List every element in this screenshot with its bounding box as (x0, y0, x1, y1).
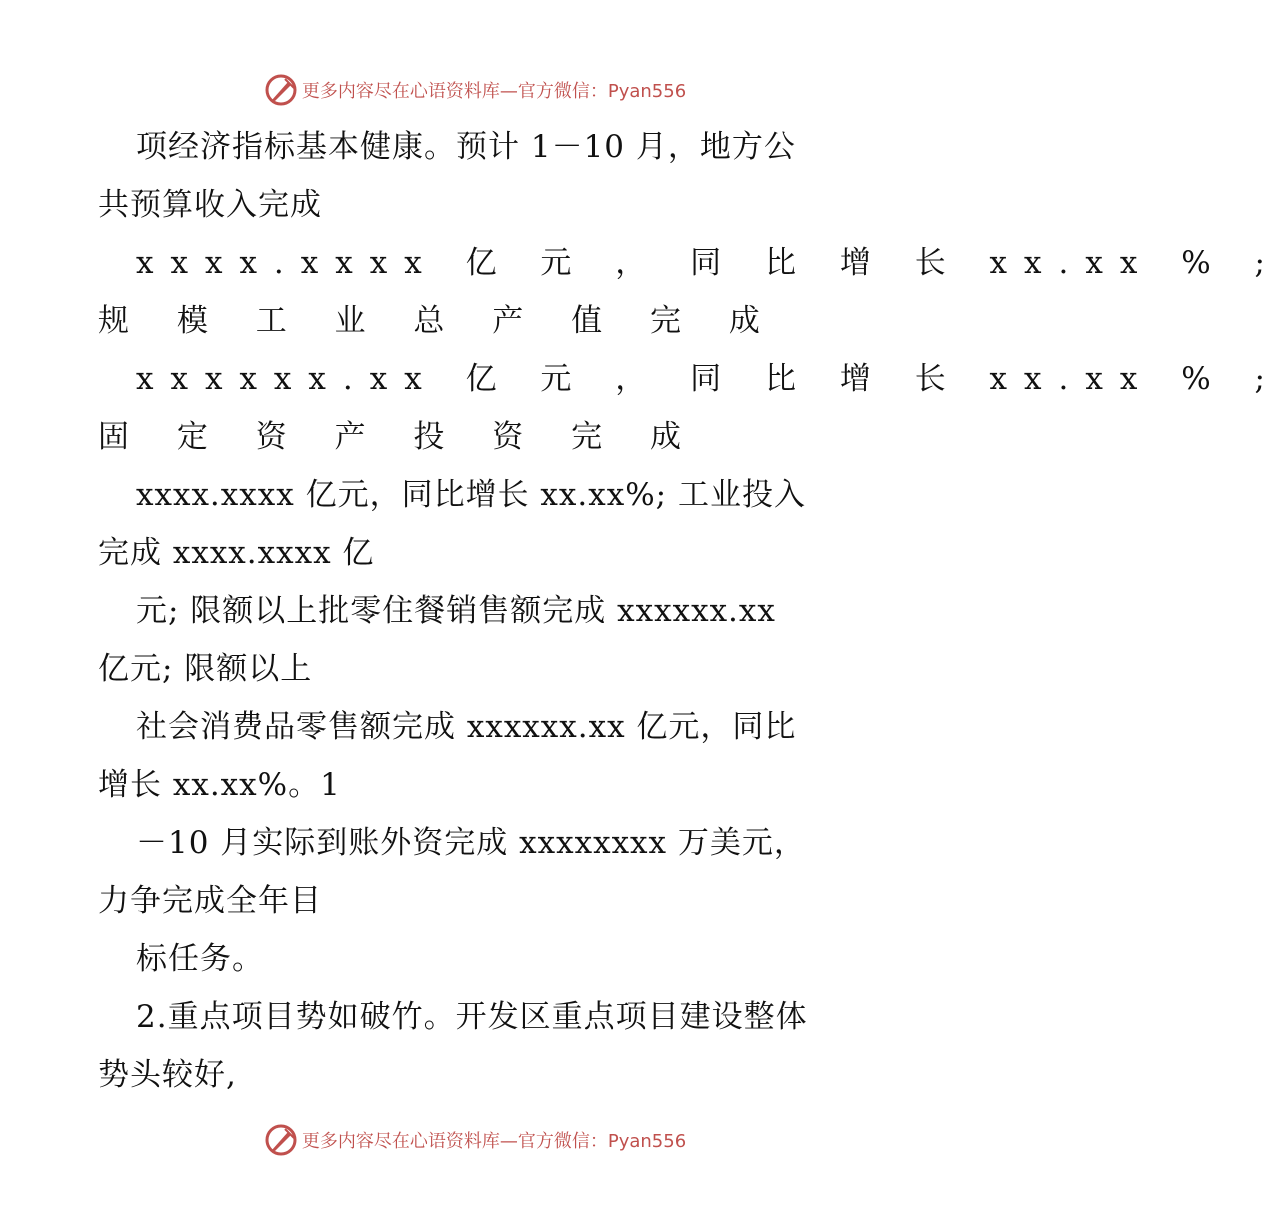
text-line: 亿元; 限额以上 (98, 651, 313, 687)
text-line: xxxx.xxxx 亿元，同比增长 xx.xx%; 工业投入 (136, 477, 806, 513)
text-line: 固 定 资 产 投 资 完 成 (98, 419, 700, 455)
quill-pen-circle-icon (264, 1123, 298, 1157)
text-line: 增长 xx.xx%。1 (98, 767, 341, 803)
watermark-footer (0, 1120, 950, 1160)
text-line: xxxx.xxxx 亿 元 ， 同 比 增 长 xx.xx % ; (136, 245, 1282, 281)
text-line: 规 模 工 业 总 产 值 完 成 (98, 303, 779, 339)
text-line: 完成 xxxx.xxxx 亿 (98, 535, 375, 571)
text-line: 标任务。 (136, 941, 264, 977)
text-line: 力争完成全年目 (98, 883, 322, 919)
text-line: 共预算收入完成 (98, 187, 322, 223)
text-line: 2.重点项目势如破竹。开发区重点项目建设整体 (136, 999, 808, 1035)
text-line: 项经济指标基本健康。预计 1－10 月，地方公 (136, 129, 796, 165)
watermark-header (0, 70, 950, 110)
text-line: xxxxxx.xx 亿 元 ， 同 比 增 长 xx.xx % ; (136, 361, 1282, 397)
watermark-text: 更多内容尽在心语资料库—官方微信：Pyan556 (301, 1131, 687, 1152)
text-line: 元; 限额以上批零住餐销售额完成 xxxxxx.xx (136, 593, 776, 629)
watermark-text: 更多内容尽在心语资料库—官方微信：Pyan556 (301, 81, 687, 102)
text-line: 社会消费品零售额完成 xxxxxx.xx 亿元，同比 (136, 709, 797, 745)
document-body (98, 118, 1282, 1104)
text-line: －10 月实际到账外资完成 xxxxxxxx 万美元， (136, 825, 806, 861)
text-line: 势头较好, (98, 1057, 237, 1093)
quill-pen-circle-icon (264, 73, 298, 107)
